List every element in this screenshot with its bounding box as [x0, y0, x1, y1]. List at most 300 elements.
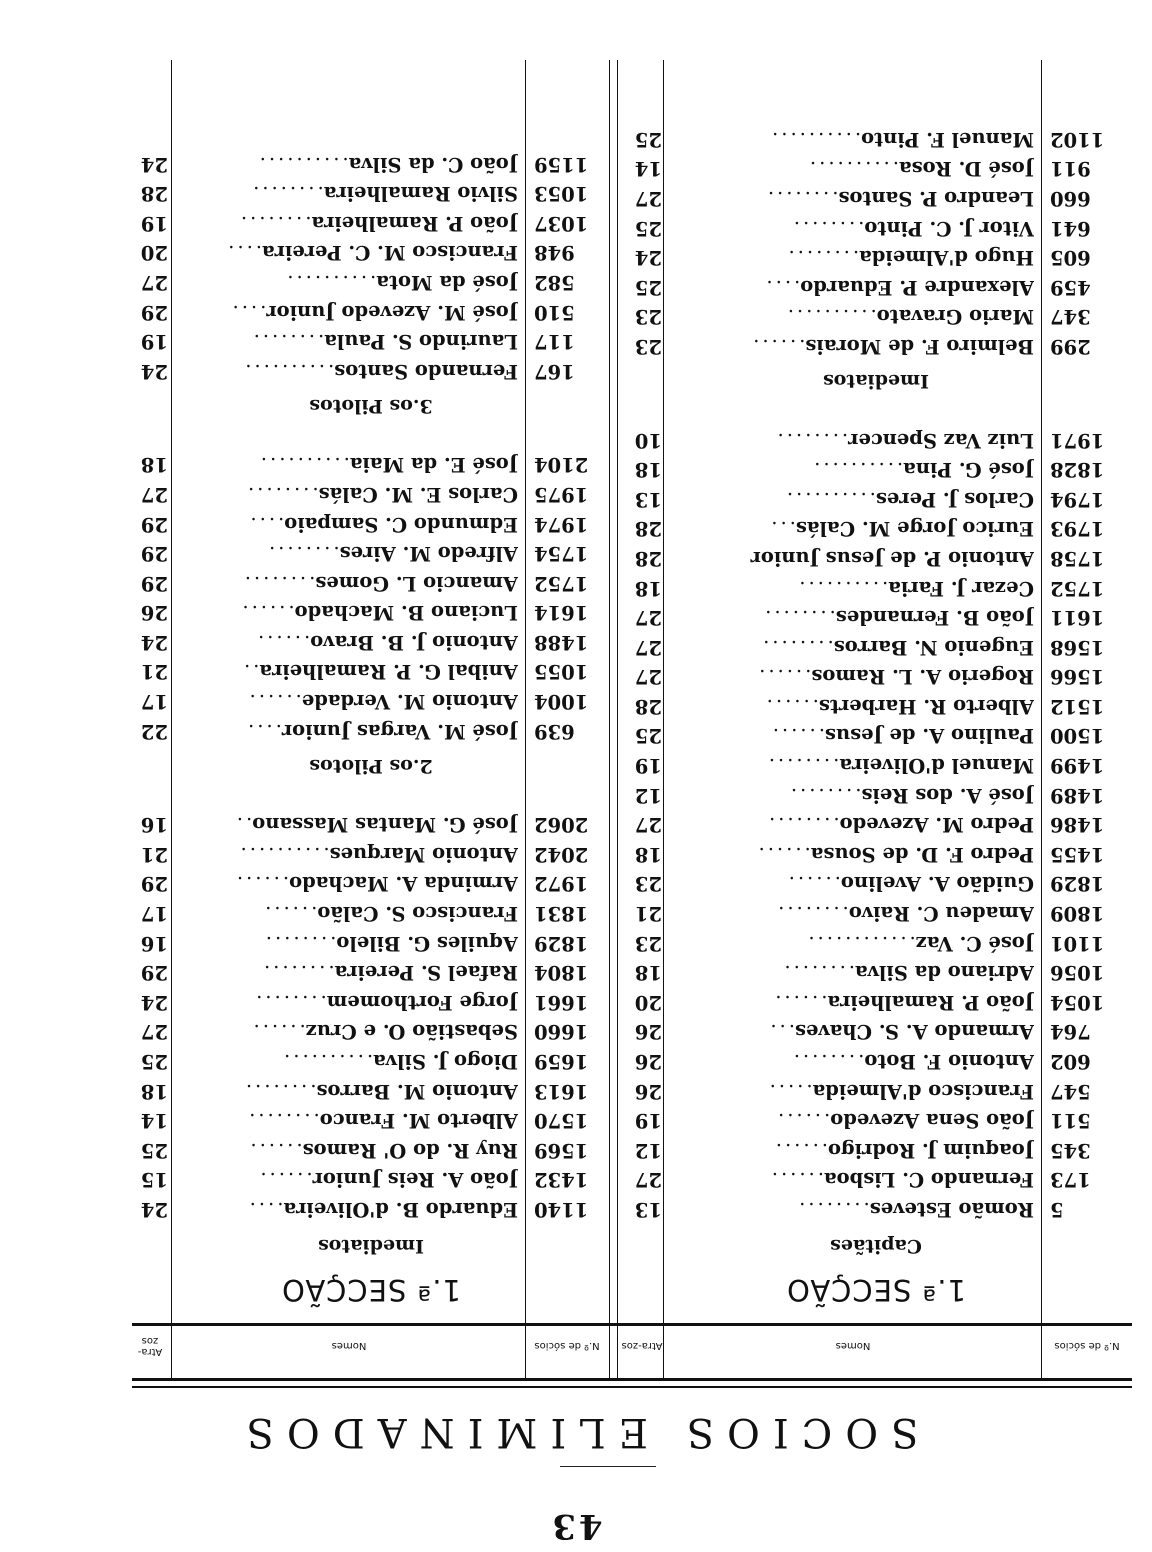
member-name	[208, 657, 518, 687]
name-text: Aquiles G. Bilelo	[336, 931, 518, 955]
member-number: 1614	[534, 601, 589, 625]
name-text: Eurico Jorge M. Calás	[795, 517, 1034, 541]
table-row	[132, 810, 610, 840]
member-name	[702, 514, 1034, 544]
name-text: Eugenio N. Barros	[833, 635, 1034, 659]
table-row	[620, 691, 1132, 721]
table-row	[132, 267, 610, 297]
member-number: 660	[1050, 187, 1091, 210]
table-row	[620, 243, 1132, 273]
table-row	[620, 1194, 1132, 1224]
arrears-value: 18	[634, 458, 662, 482]
member-number: 1140	[534, 1198, 589, 1221]
group-title: Imediatos	[822, 369, 930, 392]
table-row	[620, 455, 1132, 485]
arrears-value: 28	[634, 546, 662, 570]
group-title: 3.os Pilotos	[309, 394, 433, 417]
arrears-value: 25	[140, 1050, 168, 1074]
member-number: 117	[534, 330, 575, 354]
table-row	[132, 509, 610, 539]
leader-dots: ..........	[811, 458, 904, 482]
member-number: 1570	[534, 1109, 589, 1133]
arrears-value: 18	[140, 1079, 168, 1103]
member-name	[208, 1165, 518, 1195]
table-row	[620, 1135, 1132, 1165]
top-rule-thick	[132, 1378, 1132, 1381]
member-number: 1659	[534, 1050, 589, 1074]
arrears-value: 19	[634, 1109, 662, 1133]
arrears-value: 18	[634, 961, 662, 985]
table-row	[620, 987, 1132, 1017]
member-name	[702, 243, 1034, 273]
leader-dots: ......	[239, 601, 295, 625]
arrears-value: 13	[634, 487, 662, 511]
member-name	[208, 479, 518, 509]
member-name	[208, 509, 518, 539]
member-number: 1101	[1050, 931, 1105, 955]
leader-dots: ......	[768, 1168, 824, 1192]
member-name	[208, 627, 518, 657]
table-row	[132, 1076, 610, 1106]
member-number: 2042	[534, 842, 589, 866]
member-number: 641	[1050, 216, 1091, 240]
name-text: Francisco M. C. Pereira	[262, 241, 518, 265]
leader-dots: ........	[246, 1109, 320, 1133]
name-text: Francisco S. Calão	[317, 902, 518, 926]
name-text: Hugo d'Almeida	[859, 246, 1034, 270]
member-number: 510	[534, 300, 575, 324]
table-row	[620, 1076, 1132, 1106]
leader-dots: ........	[790, 1050, 865, 1074]
arrears-value: 24	[140, 630, 168, 654]
name-text: José G. Mantas Massano	[252, 813, 518, 837]
table-row	[620, 810, 1132, 840]
name-text: Sebastião O. e Cruz	[305, 1020, 518, 1044]
member-name	[702, 603, 1034, 633]
leader-dots: ........	[775, 902, 849, 926]
name-text: Amancio L. Gomes	[315, 571, 518, 595]
member-name	[702, 183, 1034, 213]
member-name	[208, 687, 518, 717]
member-number: 511	[1050, 1109, 1091, 1133]
member-number: 1793	[1050, 517, 1105, 541]
leader-dots: ......	[763, 694, 819, 718]
leader-dots: ........	[250, 182, 324, 206]
table-row	[132, 898, 610, 928]
name-text: Luciano B. Machado	[294, 601, 518, 625]
name-text: José C. Vaz	[915, 931, 1034, 955]
arrears-value: 26	[140, 601, 168, 625]
member-number: 1829	[534, 931, 589, 955]
table-row	[132, 928, 610, 958]
arrears-value: 25	[634, 724, 662, 748]
member-number: 1102	[1050, 127, 1105, 151]
name-text: Armando A. S. Chaves	[795, 1020, 1034, 1044]
name-text: Joaquim J. Rodrigo	[828, 1138, 1034, 1162]
leader-dots: ....	[245, 719, 282, 743]
name-text: José A. dos Reis	[861, 783, 1034, 807]
member-name	[208, 987, 518, 1017]
arrears-value: 29	[140, 872, 168, 896]
member-number: 2062	[534, 813, 589, 837]
table-row	[620, 331, 1132, 361]
table-row	[132, 716, 610, 746]
member-name	[702, 662, 1034, 692]
name-text: João C. da Silva	[348, 152, 518, 176]
table-row	[132, 869, 610, 899]
member-number: 1660	[534, 1020, 589, 1044]
header-nomes-left: Nomes	[835, 1340, 871, 1352]
member-name	[702, 1076, 1034, 1106]
group-title: 2.os Pilotos	[309, 754, 433, 777]
arrears-value: 12	[634, 1138, 662, 1162]
member-number: 1975	[534, 482, 589, 506]
name-text: Antonio P. de Jesus Junior	[750, 546, 1034, 570]
member-number: 1804	[534, 961, 589, 985]
table-row	[620, 780, 1132, 810]
member-name	[208, 839, 518, 869]
member-number: 1159	[534, 152, 589, 176]
arrears-value: 19	[140, 330, 168, 354]
name-text: Fernando C. Lisboa	[823, 1168, 1034, 1192]
name-text: Amadeu C. Raivo	[848, 902, 1034, 926]
name-text: Paulino A. de Jesus	[824, 724, 1034, 748]
member-number: 547	[1050, 1079, 1091, 1103]
name-text: Adriano da Silva	[855, 961, 1034, 985]
table-row	[620, 839, 1132, 869]
member-name	[208, 1106, 518, 1136]
table-row	[132, 568, 610, 598]
member-name	[208, 1076, 518, 1106]
table-row	[620, 272, 1132, 302]
arrears-value: 23	[634, 334, 662, 358]
arrears-value: 28	[634, 517, 662, 541]
member-number: 1829	[1050, 872, 1105, 896]
leader-dots: ....	[247, 512, 285, 536]
leader-dots: ........	[781, 961, 856, 985]
member-number: 1758	[1050, 546, 1105, 570]
arrears-value: 17	[140, 902, 168, 926]
member-name	[702, 302, 1034, 332]
header-atrasos-right: Atra-zos	[137, 1335, 163, 1357]
leader-dots: ........	[242, 1079, 317, 1103]
leader-dots: ..........	[769, 127, 862, 151]
name-text: João B. Fernandes	[835, 606, 1034, 630]
name-text: Manuel d'Oliveira	[839, 754, 1034, 778]
member-name	[208, 928, 518, 958]
member-name	[702, 124, 1034, 154]
leader-dots: ......	[250, 1020, 306, 1044]
name-text: Carlos E. M. Calás	[318, 482, 518, 506]
name-text: Mario Gravato	[876, 305, 1034, 329]
header-socios-right: N.º de sócios	[534, 1340, 600, 1352]
name-text: Ruy R. do O' Ramos	[302, 1138, 518, 1162]
leader-dots: ..	[240, 660, 260, 684]
leader-dots: ........	[762, 606, 836, 630]
member-name	[208, 716, 518, 746]
member-number: 1972	[534, 872, 589, 896]
member-name	[702, 898, 1034, 928]
group-gap	[132, 786, 610, 810]
leader-dots: ..........	[806, 157, 899, 181]
member-number: 347	[1050, 305, 1091, 329]
table-row	[620, 124, 1132, 154]
member-name	[702, 331, 1034, 361]
section-title: 1.ª SECÇÃO	[786, 1273, 966, 1307]
member-name	[702, 484, 1034, 514]
member-name	[702, 1135, 1034, 1165]
member-name	[208, 327, 518, 357]
group-title: Capitães	[830, 1235, 922, 1257]
leader-dots: ........	[241, 571, 316, 595]
leader-dots: ..........	[257, 453, 350, 477]
name-text: Alberto M. Franco	[319, 1109, 518, 1133]
table-row	[620, 603, 1132, 633]
table-row	[620, 1046, 1132, 1076]
member-name	[208, 1017, 518, 1047]
name-text: Francisco d'Almeida	[812, 1079, 1034, 1103]
leader-dots: ..........	[242, 359, 335, 383]
header-socios-left: N.º de sócios	[1054, 1340, 1120, 1352]
table-row	[620, 213, 1132, 243]
member-number: 1056	[1050, 961, 1105, 985]
table-row	[132, 839, 610, 869]
member-number: 345	[1050, 1138, 1091, 1162]
name-text: Jorge Forthomem	[326, 990, 518, 1014]
leader-dots: ........	[785, 246, 860, 270]
leader-dots: ..........	[237, 842, 330, 866]
name-text: Antonio Marques	[329, 842, 518, 866]
name-text: Luiz Vaz Spencer	[848, 428, 1034, 452]
arrears-value: 24	[140, 1198, 168, 1221]
group-gap	[620, 401, 1132, 425]
arrears-value: 12	[634, 783, 662, 807]
member-name	[208, 1046, 518, 1076]
arrears-value: 24	[140, 359, 168, 383]
member-number: 5	[1050, 1198, 1064, 1221]
arrears-value: 13	[634, 1198, 662, 1221]
table-row	[620, 632, 1132, 662]
header-nomes-right: Nomes	[331, 1340, 367, 1352]
member-name	[208, 898, 518, 928]
name-text: Antonio M. Verdade	[301, 690, 518, 714]
table-row	[620, 869, 1132, 899]
arrears-value: 22	[140, 719, 168, 743]
leader-dots: ......	[755, 842, 811, 866]
member-number: 1486	[1050, 813, 1105, 837]
member-name	[702, 751, 1034, 781]
table-row	[620, 662, 1132, 692]
leader-dots: ........	[766, 813, 840, 837]
member-name	[208, 297, 518, 327]
leader-dots: ....	[246, 1198, 284, 1221]
arrears-value: 24	[634, 246, 662, 270]
leader-dots: ........	[253, 990, 327, 1014]
leader-dots: ..........	[284, 270, 377, 294]
leader-dots: ......	[255, 630, 311, 654]
leader-dots: ......	[233, 872, 290, 896]
leader-dots: ........	[260, 961, 335, 985]
arrears-value: 16	[140, 813, 168, 837]
member-number: 1752	[534, 571, 589, 595]
member-number: 1489	[1050, 783, 1105, 807]
leader-dots: ......	[756, 665, 812, 689]
name-text: Antonio F. Boto	[864, 1050, 1034, 1074]
member-number: 911	[1050, 157, 1091, 181]
member-number: 1568	[1050, 635, 1105, 659]
name-text: Silvio Ramalheira	[323, 182, 518, 206]
leader-dots: ........	[250, 330, 325, 354]
member-name	[702, 1194, 1034, 1224]
table-row	[132, 450, 610, 480]
member-number: 602	[1050, 1050, 1091, 1074]
name-text: Alberto R. Harberts	[818, 694, 1034, 718]
leader-dots: ......	[246, 690, 302, 714]
arrears-value: 19	[634, 754, 662, 778]
member-name	[208, 1135, 518, 1165]
leader-dots: ....	[225, 241, 263, 265]
table-row	[132, 1165, 610, 1195]
leader-dots: ......	[769, 724, 825, 748]
arrears-value: 18	[140, 453, 168, 477]
leader-dots: ........	[262, 931, 337, 955]
arrears-value: 27	[140, 482, 168, 506]
leader-dots: ........	[790, 216, 865, 240]
table-row	[132, 687, 610, 717]
arrears-value: 19	[140, 211, 168, 235]
member-name	[208, 958, 518, 988]
arrears-value: 20	[140, 241, 168, 265]
member-name	[702, 810, 1034, 840]
leader-dots: ........	[266, 542, 340, 566]
arrears-value: 17	[140, 690, 168, 714]
member-name	[702, 1017, 1034, 1047]
leader-dots: ..	[233, 813, 253, 837]
name-text: Guidão A. Avelino	[840, 872, 1034, 896]
leader-dots: ............	[805, 931, 916, 955]
member-name	[702, 272, 1034, 302]
arrears-value: 21	[140, 660, 168, 684]
arrears-value: 25	[140, 1138, 168, 1162]
arrears-value: 16	[140, 931, 168, 955]
table-row	[132, 356, 610, 386]
table-row	[620, 183, 1132, 213]
table-row	[620, 1017, 1132, 1047]
arrears-value: 21	[140, 842, 168, 866]
member-name	[702, 721, 1034, 751]
leader-dots: ........	[796, 1198, 870, 1221]
name-text: Anibal G. P. Ramalheira	[259, 660, 518, 684]
name-text: José D. Rosa	[898, 157, 1034, 181]
arrears-value: 25	[634, 127, 662, 151]
name-text: Pedro M. Azevedo	[839, 813, 1034, 837]
right-table	[132, 149, 610, 1312]
name-text: Rogerio A. L. Ramos	[811, 665, 1034, 689]
member-name	[702, 425, 1034, 455]
name-text: João Sena Azevedo	[830, 1109, 1034, 1133]
member-number: 1794	[1050, 487, 1105, 511]
member-number: 1754	[534, 542, 589, 566]
name-text: Alfredo M. Aires	[339, 542, 518, 566]
arrears-value: 10	[634, 428, 662, 452]
leader-dots: .....	[766, 1079, 813, 1103]
arrears-value: 21	[634, 902, 662, 926]
member-name	[208, 450, 518, 480]
member-number: 764	[1050, 1020, 1091, 1044]
name-text: Laurindo S. Paula	[324, 330, 518, 354]
member-name	[702, 1165, 1034, 1195]
table-row	[132, 657, 610, 687]
arrears-value: 27	[140, 270, 168, 294]
column-divider	[617, 60, 618, 1380]
name-text: Manuel F. Pinto	[861, 127, 1034, 151]
member-name	[702, 543, 1034, 573]
member-number: 1004	[534, 690, 589, 714]
member-number: 1499	[1050, 754, 1105, 778]
arrears-value: 27	[634, 665, 662, 689]
member-number: 605	[1050, 246, 1091, 270]
arrears-value: 27	[634, 813, 662, 837]
member-name	[702, 869, 1034, 899]
arrears-value: 27	[140, 1020, 168, 1044]
table-row	[132, 327, 610, 357]
member-number: 1512	[1050, 694, 1105, 718]
member-name	[208, 810, 518, 840]
arrears-value: 14	[634, 157, 662, 181]
member-number: 1037	[534, 211, 589, 235]
leader-dots: ........	[774, 428, 849, 452]
arrears-value: 29	[140, 512, 168, 536]
arrears-value: 23	[634, 305, 662, 329]
table-row	[132, 1017, 610, 1047]
name-text: Vitor J. C. Pinto	[864, 216, 1034, 240]
arrears-value: 29	[140, 300, 168, 324]
table-row	[132, 958, 610, 988]
leader-dots: ..........	[256, 152, 349, 176]
arrears-value: 29	[140, 542, 168, 566]
member-number: 173	[1050, 1168, 1091, 1192]
arrears-value: 28	[140, 182, 168, 206]
member-name	[702, 928, 1034, 958]
member-number: 1613	[534, 1079, 589, 1103]
member-number: 459	[1050, 275, 1091, 299]
member-name	[702, 987, 1034, 1017]
name-text: Alexandre P. Eduardo	[800, 275, 1034, 299]
leader-dots: ......	[772, 1138, 829, 1162]
member-name	[702, 1046, 1034, 1076]
leader-dots: ......	[772, 990, 828, 1014]
table-row	[620, 1106, 1132, 1136]
member-number: 1974	[534, 512, 589, 536]
section-title: 1.ª SECÇÃO	[281, 1273, 461, 1307]
member-name	[208, 238, 518, 268]
table-row	[132, 1106, 610, 1136]
arrears-value: 23	[634, 931, 662, 955]
arrears-value: 20	[634, 990, 662, 1014]
leader-dots: ........	[245, 482, 319, 506]
name-text: Cezar J. Faria	[888, 576, 1034, 600]
leader-dots: ......	[257, 1168, 313, 1192]
arrears-value: 29	[140, 571, 168, 595]
member-name	[702, 573, 1034, 603]
member-number: 639	[534, 719, 575, 743]
name-text: Antonio M. Barros	[316, 1079, 518, 1103]
arrears-value: 25	[634, 275, 662, 299]
name-text: Edmundo C. Sampaio	[284, 512, 518, 536]
member-name	[208, 598, 518, 628]
header-rule	[132, 1323, 1132, 1326]
member-number: 582	[534, 270, 575, 294]
